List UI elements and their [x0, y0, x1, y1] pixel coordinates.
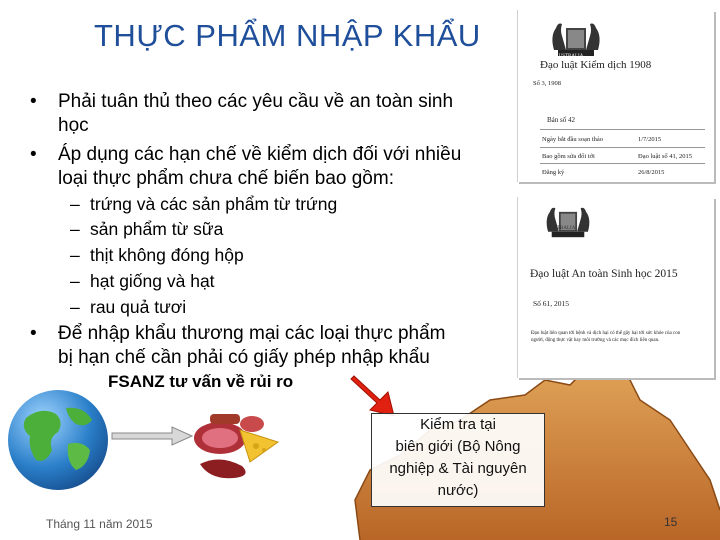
slide-title: THỰC PHẨM NHẬP KHẨU: [94, 18, 481, 53]
doc-number: Số 3, 1908: [533, 80, 561, 87]
globe-icon: [6, 388, 110, 492]
doc-description: Đạo luật liên quan tới bệnh và dịch hại có thể gây hại tới sức khỏe của con người, động thực vật hay môi trường và các mục đích liên quan.: [531, 331, 681, 343]
doc-version: Bản số 42: [547, 116, 575, 124]
doc-number: Số 61, 2015: [533, 299, 570, 308]
bullet-text-line: Để nhập khẩu thương mại các loại thực phẩm: [58, 323, 446, 344]
fsanz-note: FSANZ tư vấn về rủi ro: [108, 372, 294, 391]
biosecurity-act-document: AUSTRALIA Đạo luật An toàn Sinh học 2015 Số 61, 2015 Đạo luật liên quan tới bệnh và dịch hại có thể gây hại tới sức khỏe của con người, động thực vật hay môi trường và các mục đích liên quan.: [517, 197, 714, 378]
footer-date: Tháng 11 năm 2015: [46, 517, 153, 531]
border-check-box: Kiểm tra tại biên giới (Bộ Nông nghiệp & Tài nguyên nước): [371, 413, 545, 507]
quarantine-act-document: AUSTRALIA Đạo luật Kiểm dịch 1908 Số 3, 1908 Bản số 42 Ngày bắt đầu soạn thảo 1/7/2015 Bao gồm sửa đổi tới Đạo luật số 41, 2015 Đăng ký 26/8/2015: [517, 10, 714, 182]
bullet-text-line: loại thực phẩm chưa chế biến bao gồm:: [58, 168, 394, 189]
doc-title: Đạo luật An toàn Sinh học 2015: [530, 268, 678, 280]
bullet-text-line: Áp dụng các hạn chế về kiểm dịch đối với nhiều: [58, 144, 462, 165]
arrow-right-icon: [110, 424, 194, 448]
bullet-text-line: Phải tuân thủ theo các yêu cầu về an toàn sinh: [58, 91, 454, 112]
page-number: 15: [664, 515, 678, 529]
australian-crest-icon: [538, 201, 598, 239]
bullet-text-line: bị hạn chế cần phải có giấy phép nhập khẩu: [58, 347, 430, 368]
food-products-icon: [190, 402, 282, 482]
bullet-text-line: học: [58, 115, 89, 136]
doc-title: Đạo luật Kiểm dịch 1908: [540, 59, 652, 71]
australian-crest-icon: [544, 16, 608, 58]
